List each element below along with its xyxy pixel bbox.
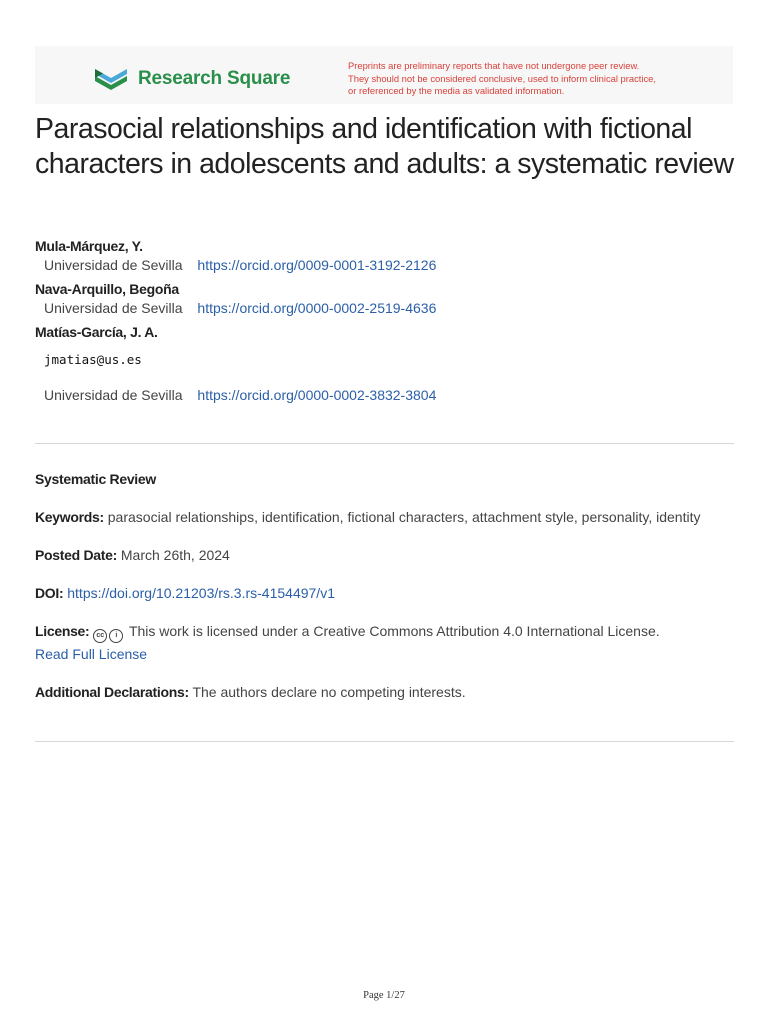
- doi-row: [35, 582, 725, 605]
- disclaimer-line: Preprints are preliminary reports that have not undergone peer review.: [348, 60, 640, 71]
- posted-date-label: Posted Date:: [35, 547, 117, 563]
- author-name: Mula-Márquez, Y.: [35, 238, 143, 254]
- declarations-value: The authors declare no competing interests.: [192, 684, 466, 700]
- declarations-label: Additional Declarations:: [35, 684, 189, 700]
- affiliation: Universidad de Sevilla: [44, 300, 183, 316]
- author-name: Matías-García, J. A.: [35, 324, 158, 340]
- research-square-logo[interactable]: [93, 64, 290, 94]
- paper-title: Parasocial relationships and identification with fictional characters in adolescents and adults: a systematic review: [35, 113, 734, 180]
- creative-commons-icon: cc: [93, 629, 107, 643]
- section-divider: [35, 741, 734, 742]
- disclaimer-line: They should not be considered conclusive, used to inform clinical practice,: [348, 72, 656, 84]
- article-metadata: [35, 468, 725, 719]
- affiliation: Universidad de Sevilla: [44, 257, 183, 273]
- article-type: [35, 468, 725, 491]
- doi-label: DOI:: [35, 585, 64, 601]
- posted-date-value: March 26th, 2024: [120, 547, 230, 563]
- license-label: License:: [35, 623, 90, 639]
- author-affiliation-row: [35, 252, 735, 279]
- author-affiliation-row: [35, 382, 735, 409]
- keywords-label: Keywords:: [35, 509, 104, 525]
- article-type-label: Systematic Review: [35, 471, 156, 487]
- section-divider: [35, 443, 734, 444]
- author-name: Nava-Arquillo, Begoña: [35, 281, 179, 297]
- orcid-link[interactable]: https://orcid.org/0000-0002-3832-3804: [197, 387, 437, 403]
- keywords-row: [35, 506, 725, 529]
- author-email[interactable]: jmatias@us.es: [44, 352, 142, 367]
- doi-link[interactable]: https://doi.org/10.21203/rs.3.rs-4154497/v1: [67, 585, 335, 601]
- read-full-license-link[interactable]: Read Full License: [35, 646, 148, 662]
- license-text: This work is licensed under a Creative Commons Attribution 4.0 International License.: [128, 623, 660, 639]
- keywords-value: parasocial relationships, identification, fictional characters, attachment style, personality, identity: [107, 509, 701, 525]
- author-affiliation-row: [35, 295, 735, 322]
- orcid-link[interactable]: https://orcid.org/0009-0001-3192-2126: [197, 257, 437, 273]
- preprint-disclaimer: [348, 60, 723, 98]
- affiliation: Universidad de Sevilla: [44, 387, 183, 403]
- logo-text: Research Square: [138, 68, 291, 89]
- author-list: [35, 236, 735, 409]
- disclaimer-line: or referenced by the media as validated information.: [348, 85, 565, 97]
- page-number: Page 1/27: [363, 990, 405, 1001]
- orcid-link[interactable]: https://orcid.org/0000-0002-2519-4636: [197, 300, 437, 316]
- declarations-row: [35, 681, 725, 704]
- research-square-logo-icon: [93, 65, 129, 93]
- attribution-icon: i: [109, 629, 123, 643]
- license-row: [35, 620, 725, 666]
- posted-date-row: [35, 544, 725, 567]
